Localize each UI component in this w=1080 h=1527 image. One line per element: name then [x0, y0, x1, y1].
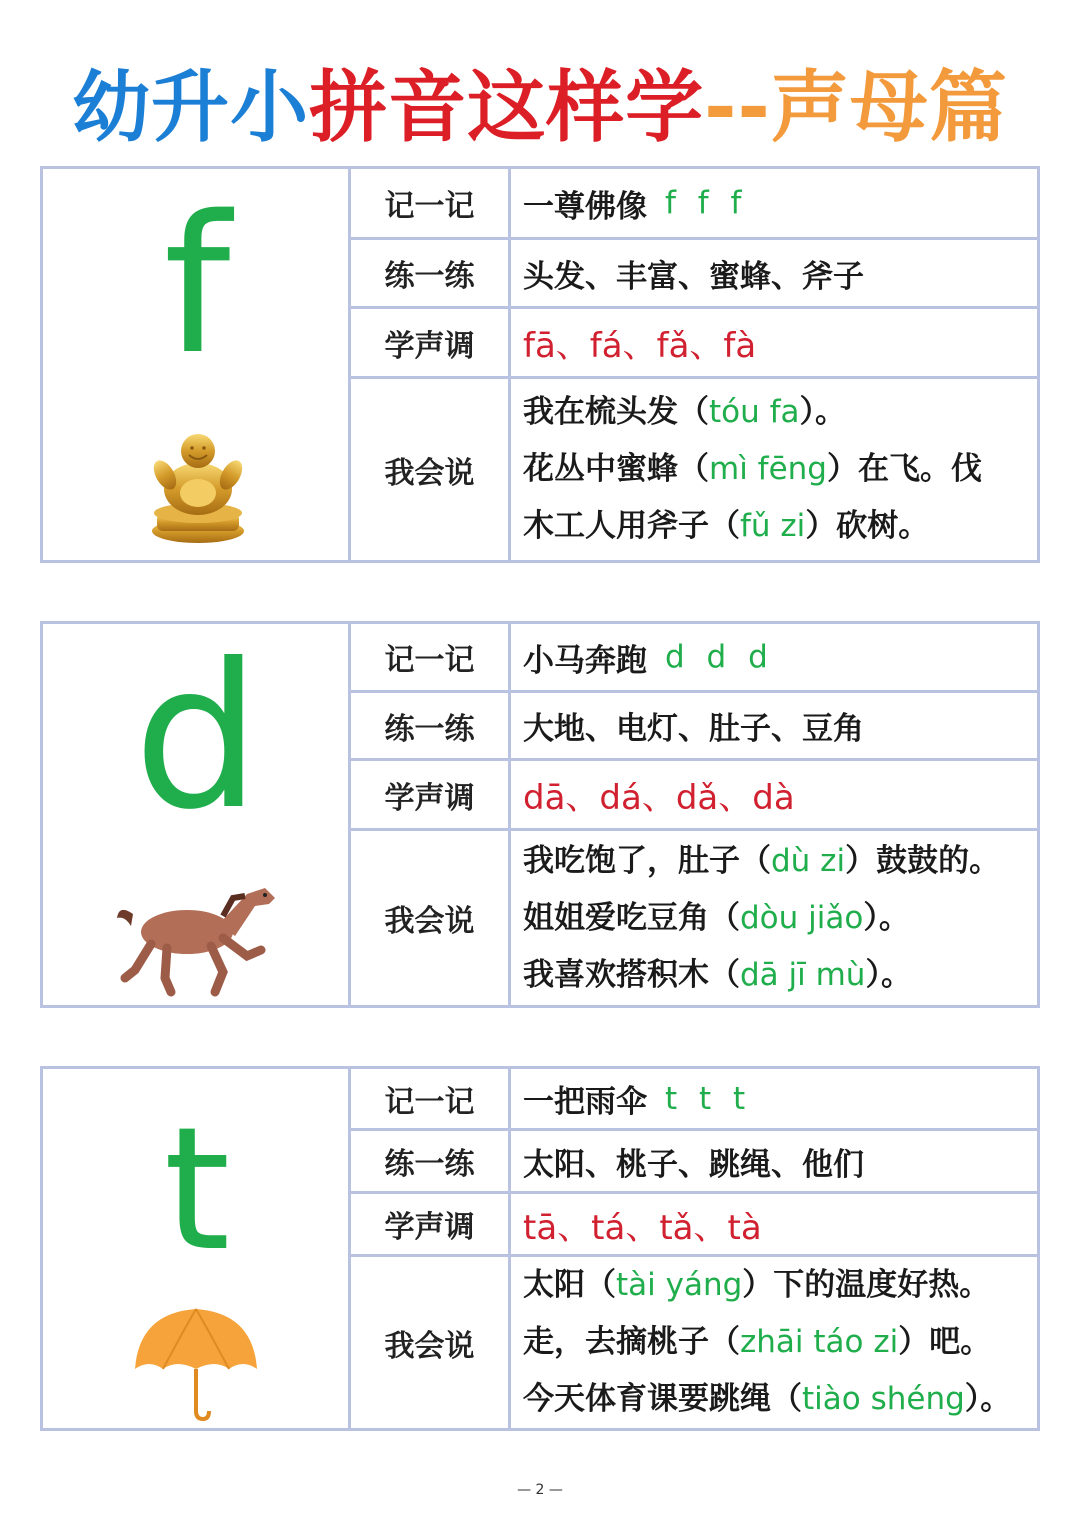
tone-list: fā、fá、fǎ、fà	[523, 326, 757, 366]
row-label: 练一练	[351, 240, 511, 306]
sentence-list	[523, 379, 1033, 560]
row-label: 记一记	[351, 624, 511, 690]
letter-cell	[43, 1069, 351, 1428]
tone-list: tā、tá、tǎ、tà	[523, 1207, 762, 1248]
practice-words: 头发、丰富、蜜蜂、斧子	[523, 258, 864, 295]
big-letter: t	[163, 1091, 231, 1289]
horse-icon	[115, 874, 285, 999]
sentence-text: 姐姐爱吃豆角（	[523, 899, 740, 936]
sentence-text: 我吃饱了，肚子（	[523, 842, 771, 879]
row-content	[523, 624, 1033, 690]
big-letter: f	[163, 175, 231, 396]
row-label: 我会说	[351, 1257, 511, 1428]
remember-letters: f f f	[665, 185, 748, 221]
sentence-list	[523, 831, 1033, 1005]
sentence-line	[523, 947, 912, 1004]
row-content	[523, 1194, 1033, 1254]
page-number: — 2 —	[517, 1482, 563, 1498]
card-rows	[351, 624, 1037, 1005]
row-speak	[351, 379, 1037, 560]
row-content	[523, 1069, 1033, 1128]
row-label: 学声调	[351, 1194, 511, 1254]
row-tones	[351, 309, 1037, 379]
sentence-line	[523, 1314, 991, 1371]
remember-letters: t t t	[665, 1080, 752, 1117]
row-label: 记一记	[351, 169, 511, 237]
sentence-text: ）。	[799, 394, 847, 430]
row-speak	[351, 831, 1037, 1005]
sentence-line	[523, 441, 982, 498]
row-content	[523, 761, 1033, 828]
buddha-statue-icon	[143, 427, 253, 547]
card-rows	[351, 169, 1037, 560]
sentence-text: 我喜欢搭积木（	[523, 956, 740, 993]
row-tones	[351, 761, 1037, 831]
row-label: 我会说	[351, 831, 511, 1005]
row-label: 学声调	[351, 761, 511, 828]
sentence-text: ）。	[964, 1381, 1012, 1417]
page-title	[0, 58, 1080, 158]
sentence-pinyin: tiào shéng	[802, 1381, 965, 1417]
sentence-text: 我在梳头发（	[523, 394, 709, 430]
card-rows	[351, 1069, 1037, 1428]
remember-letters: d d d	[665, 639, 774, 675]
row-practice	[351, 1131, 1037, 1194]
sentence-pinyin: tóu fa	[709, 394, 800, 430]
row-label: 我会说	[351, 379, 511, 560]
row-content	[523, 169, 1033, 237]
sentence-pinyin: zhāi táo zi	[740, 1324, 899, 1360]
sentence-pinyin: dòu jiǎo	[740, 899, 864, 936]
sentence-list	[523, 1257, 1033, 1428]
title-part-1: 幼升小	[72, 63, 310, 153]
row-label: 记一记	[351, 1069, 511, 1128]
row-label: 学声调	[351, 309, 511, 376]
sentence-pinyin: dā jī mù	[740, 956, 866, 993]
sentence-pinyin: mì fēng	[709, 451, 827, 487]
row-label: 练一练	[351, 693, 511, 758]
sentence-pinyin: tài yáng	[616, 1267, 743, 1303]
tone-list: dā、dá、dǎ、dà	[523, 778, 795, 818]
sentence-line	[523, 833, 1000, 890]
practice-words: 大地、电灯、肚子、豆角	[523, 711, 864, 747]
row-remember	[351, 1069, 1037, 1131]
row-practice	[351, 693, 1037, 761]
row-content	[523, 309, 1033, 376]
sentence-line	[523, 384, 846, 441]
card-d	[40, 621, 1040, 1008]
row-remember	[351, 169, 1037, 240]
sentence-text: ）鼓鼓的。	[845, 842, 1001, 879]
sentence-line	[523, 1257, 990, 1314]
sentence-text: ）。	[865, 956, 912, 993]
row-tones	[351, 1194, 1037, 1257]
sentence-pinyin: dù zi	[771, 842, 846, 879]
sentence-text: 花丛中蜜蜂（	[523, 451, 709, 487]
row-practice	[351, 240, 1037, 309]
sentence-text: ）吧。	[898, 1324, 992, 1360]
sentence-line	[523, 1371, 1011, 1428]
remember-text: 一把雨伞	[523, 1084, 647, 1120]
letter-cell	[43, 169, 351, 560]
practice-words: 太阳、桃子、跳绳、他们	[523, 1146, 864, 1183]
sentence-text: 太阳（	[523, 1267, 616, 1303]
card-t	[40, 1066, 1040, 1431]
sentence-pinyin: fǔ zi	[740, 508, 806, 544]
row-speak	[351, 1257, 1037, 1428]
remember-text: 一尊佛像	[523, 188, 647, 225]
row-remember	[351, 624, 1037, 693]
big-letter: d	[133, 621, 261, 854]
sentence-text: 木工人用斧子（	[523, 508, 740, 544]
sentence-text: ）下的温度好热。	[742, 1267, 991, 1303]
sentence-line	[523, 890, 910, 947]
sentence-text: 走，去摘桃子（	[523, 1324, 740, 1360]
letter-cell	[43, 621, 351, 1005]
remember-text: 小马奔跑	[523, 642, 647, 679]
row-label: 练一练	[351, 1131, 511, 1191]
card-f	[40, 166, 1040, 563]
umbrella-icon	[131, 1305, 261, 1423]
sentence-text: 今天体育课要跳绳（	[523, 1381, 802, 1417]
sentence-text: ）在飞。伐	[826, 451, 982, 487]
sentence-text: ）砍树。	[805, 508, 930, 544]
sentence-text: ）。	[863, 899, 910, 936]
title-part-2: 拼音这样学	[309, 63, 705, 153]
sentence-line	[523, 498, 929, 555]
title-part-3: --声母篇	[704, 63, 1008, 153]
